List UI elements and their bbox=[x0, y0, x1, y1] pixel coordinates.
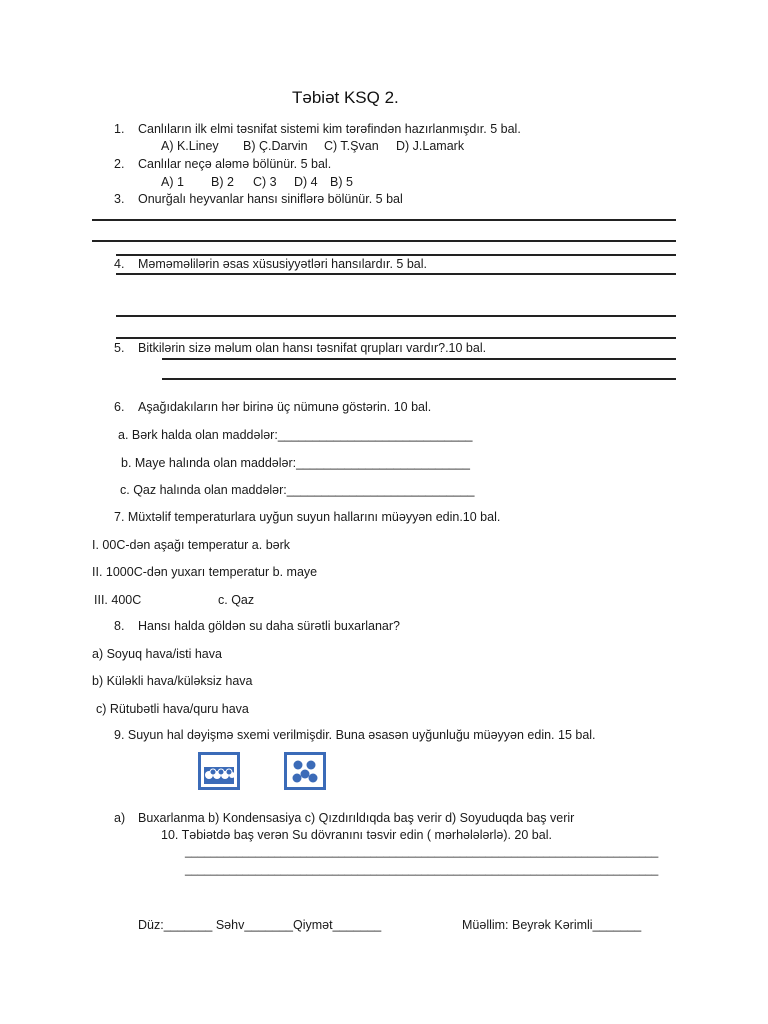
q10-text: 10. Təbiətdə baş verən Su dövranını təsvir edin ( mərhələlərlə). 20 bal. bbox=[161, 828, 552, 842]
q6-item-c[interactable]: c. Qaz halında olan maddələr:___________________________ bbox=[120, 483, 475, 497]
q2-option-a: A) 1 bbox=[161, 175, 184, 189]
q7-row-1: I. 00C-dən aşağı temperatur a. bərk bbox=[92, 538, 291, 552]
particles-compact-icon bbox=[198, 752, 240, 790]
answer-line[interactable] bbox=[116, 254, 676, 256]
q8-text: Hansı halda göldən su daha sürətli buxarlanar? bbox=[138, 619, 400, 633]
answer-line[interactable] bbox=[162, 378, 676, 380]
q2-option-e: B) 5 bbox=[330, 175, 353, 189]
q8-option-b: b) Küləkli hava/küləksiz hava bbox=[92, 674, 253, 688]
answer-line[interactable] bbox=[92, 240, 676, 242]
q7-row-3-state: c. Qaz bbox=[218, 593, 255, 607]
q1-text: Canlıların ilk elmi təsnifat sistemi kim tərəfindən hazırlanmışdır. 5 bal. bbox=[138, 122, 521, 136]
page-title: Təbiət KSQ 2. bbox=[292, 88, 399, 107]
q8-number: 8. bbox=[114, 619, 125, 633]
q7-text: 7. Müxtəlif temperaturlara uyğun suyun hallarını müəyyən edin.10 bal. bbox=[114, 510, 501, 524]
q2-number: 2. bbox=[114, 157, 125, 171]
q9-answer-text: Buxarlanma b) Kondensasiya c) Qızdırıldıqda baş verir d) Soyuduqda baş verir bbox=[138, 811, 575, 825]
q5-text: Bitkilərin sizə məlum olan hansı təsnifat qrupları vardır?.10 bal. bbox=[138, 341, 487, 355]
q9-answer-label: a) bbox=[114, 811, 126, 825]
q8-option-c: c) Rütubətli hava/quru hava bbox=[96, 702, 249, 716]
q6-item-a[interactable]: a. Bərk halda olan maddələr:____________________________ bbox=[118, 428, 473, 442]
q10-answer-line-2[interactable]: __________________________________________________________________________ bbox=[185, 864, 659, 876]
q2-option-d: D) 4 bbox=[294, 175, 318, 189]
answer-line[interactable] bbox=[116, 337, 676, 339]
q4-number: 4. bbox=[114, 257, 125, 271]
q5-number: 5. bbox=[114, 341, 125, 355]
q1-option-d: D) J.Lamark bbox=[396, 139, 465, 153]
q9-text: 9. Suyun hal dəyişmə sxemi verilmişdir. Buna əsasən uyğunluğu müəyyən edin. 15 bal. bbox=[114, 728, 596, 742]
q1-option-b: B) Ç.Darvin bbox=[243, 139, 308, 153]
q10-answer-line-1[interactable]: __________________________________________________________________________ bbox=[185, 846, 659, 858]
answer-line[interactable] bbox=[162, 358, 676, 360]
answer-line[interactable] bbox=[116, 273, 676, 275]
q4-text: Məməməlilərin əsas xüsusiyyətləri hansılardır. 5 bal. bbox=[138, 257, 428, 271]
q7-row-3: III. 400C bbox=[94, 593, 142, 607]
q1-number: 1. bbox=[114, 122, 125, 136]
q6-text: Aşağıdakıların hər birinə üç nümunə göstərin. 10 bal. bbox=[138, 400, 432, 414]
q3-text: Onurğalı heyvanlar hansı siniflərə bölünür. 5 bal bbox=[138, 192, 403, 206]
q6-item-b[interactable]: b. Maye halında olan maddələr:_________________________ bbox=[121, 456, 470, 470]
q3-number: 3. bbox=[114, 192, 125, 206]
q8-option-a: a) Soyuq hava/isti hava bbox=[92, 647, 222, 661]
teacher-field[interactable]: Müəllim: Beyrək Kərimli_______ bbox=[462, 918, 642, 932]
answer-line[interactable] bbox=[92, 219, 676, 221]
answer-line[interactable] bbox=[116, 315, 676, 317]
q2-text: Canlılar neçə aləmə bölünür. 5 bal. bbox=[138, 157, 332, 171]
q7-row-2: II. 1000C-dən yuxarı temperatur b. maye bbox=[92, 565, 318, 579]
q6-number: 6. bbox=[114, 400, 125, 414]
q1-option-c: C) T.Şvan bbox=[324, 139, 379, 153]
q2-option-b: B) 2 bbox=[211, 175, 234, 189]
score-fields[interactable]: Düz:_______ Səhv_______Qiymət_______ bbox=[138, 918, 382, 932]
q2-option-c: C) 3 bbox=[253, 175, 277, 189]
particles-loose-icon bbox=[284, 752, 326, 790]
q1-option-a: A) K.Liney bbox=[161, 139, 219, 153]
